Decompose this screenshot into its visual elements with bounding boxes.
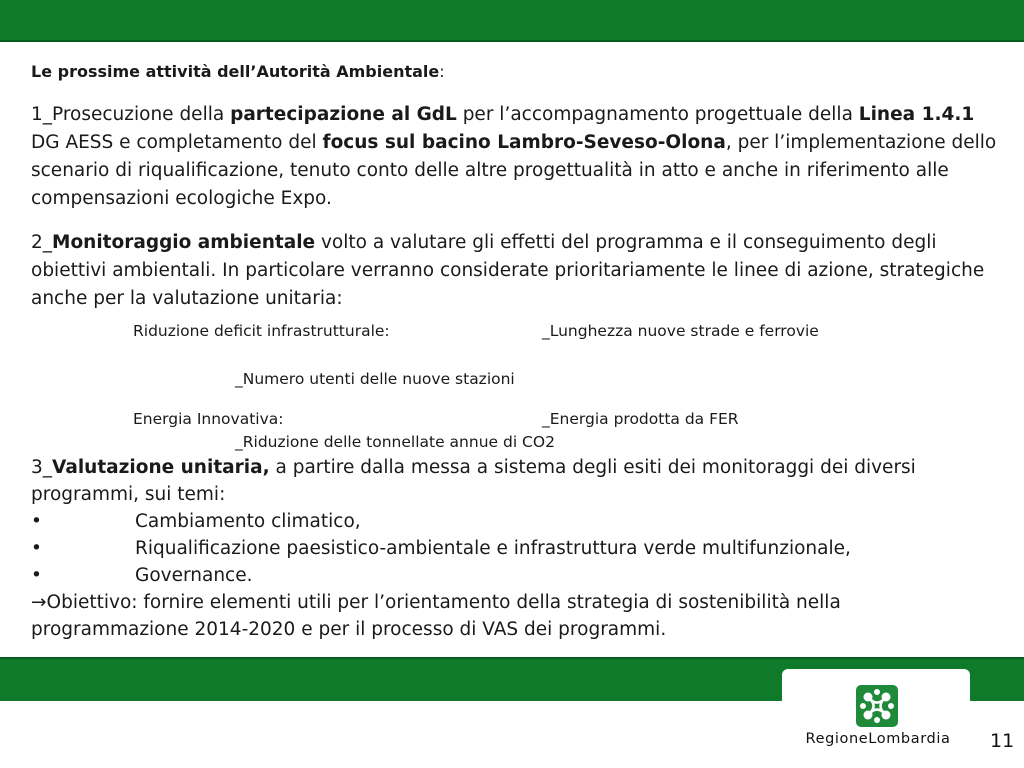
arrow-right-icon: → <box>31 592 47 613</box>
indicator-item-roads: _Lunghezza nuove strade e ferrovie <box>542 322 819 340</box>
logo-panel <box>782 669 970 757</box>
bullet-icon: • <box>31 538 42 559</box>
paragraph-3 <box>31 454 997 643</box>
list-item: • Governance. <box>31 562 997 589</box>
bullet-icon: • <box>31 511 42 532</box>
top-green-bar <box>0 0 1024 42</box>
paragraph-3-intro: 3_Valutazione unitaria, a partire dalla messa a sistema degli esiti dei monitoraggi dei diversi programmi, sui temi: <box>31 457 916 505</box>
page-number: 11 <box>990 730 1015 752</box>
indicator-item-co2: _Riduzione delle tonnellate annue di CO2 <box>235 433 555 451</box>
indicator-item-fer: _Energia prodotta da FER <box>542 410 739 428</box>
indicator-item-users: _Numero utenti delle nuove stazioni <box>235 370 515 388</box>
paragraph-1: 1_Prosecuzione della partecipazione al GdL per l’accompagnamento progettuale della Linea 1.4.1 DG AESS e completamento del focus sul bacino Lambro-Seveso-Olona, per l’implementazione dello scenario di riqualificazione, tenuto conto delle altre progettualità in atto e anche in riferimento alle compensazioni ecologiche Expo. <box>31 104 997 209</box>
bullet-icon: • <box>31 565 42 586</box>
rosa-camuna-logo-icon <box>856 685 898 727</box>
slide-heading: Le prossime attività dell’Autorità Ambientale: <box>31 62 445 81</box>
list-item: • Riqualificazione paesistico-ambientale e infrastruttura verde multifunzionale, <box>31 535 997 562</box>
brand-name: RegioneLombardia <box>805 731 951 747</box>
objective-line: →Obiettivo: fornire elementi utili per l’orientamento della strategia di sostenibilità nella programmazione 2014-2020 e per il processo di VAS dei programmi. <box>31 592 841 640</box>
list-item: • Cambiamento climatico, <box>31 508 997 535</box>
indicator-label-infrastructure: Riduzione deficit infrastrutturale: <box>133 322 390 340</box>
paragraph-2: 2_Monitoraggio ambientale volto a valutare gli effetti del programma e il conseguimento degli obiettivi ambientali. In particolare verranno considerate prioritariamente le linee di azione, strategiche anche per la valutazione unitaria: <box>31 232 985 309</box>
indicator-label-energy: Energia Innovativa: <box>133 410 284 428</box>
